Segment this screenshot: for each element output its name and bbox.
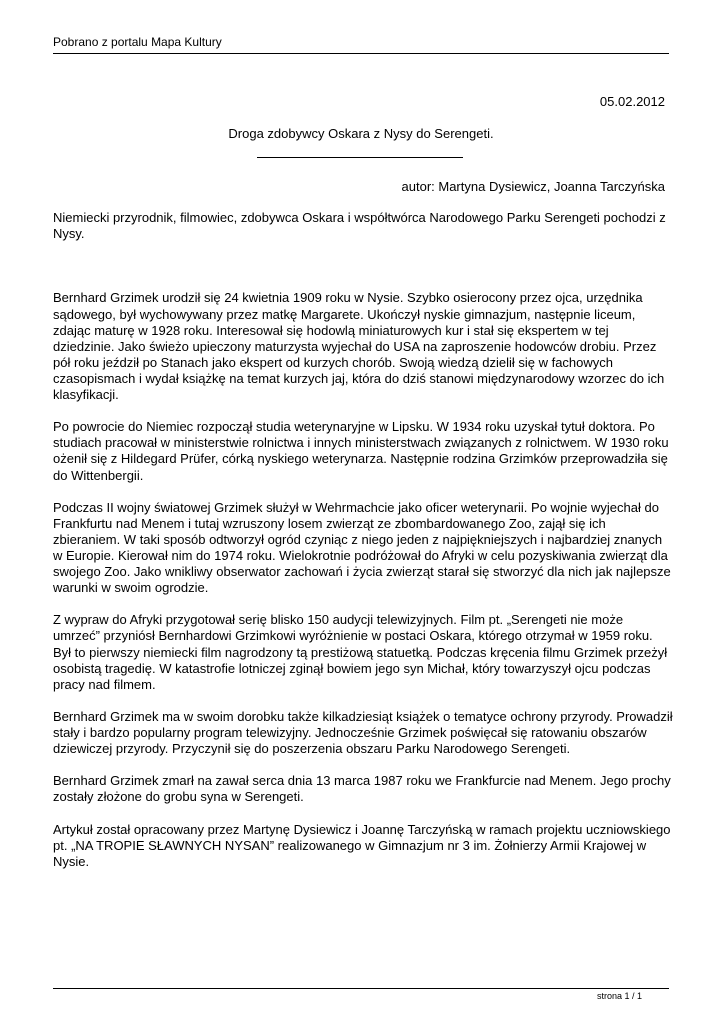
- header-divider: [53, 53, 669, 54]
- page-header-source: Pobrano z portalu Mapa Kultury: [53, 35, 222, 49]
- article-paragraph: Z wypraw do Afryki przygotował serię blisko 150 audycji telewizyjnych. Film pt. „Serengeti nie może umrzeć” przyniósł Bernhardowi Grzimkowi wyróżnienie w postaci Oskara, którego otrzymał w 1959 roku. Był to pierwszy niemiecki film nagrodzony tą prestiżową statuetką. Podczas kręcenia filmu Grzimek przeżył osobistą tragedię. W katastrofie lotniczej zginął bowiem jego syn Michał, który towarzyszył ojcu podczas pracy nad filmem.: [53, 612, 668, 692]
- article-paragraph: Podczas II wojny światowej Grzimek służył w Wehrmachcie jako oficer weterynarii. Po wojnie wyjechał do Frankfurtu nad Menem i tutaj wzruszony losem zwierząt ze zbombardowanego Zoo, zajął się ich zbieraniem. W taki sposób odtworzył ogród czyniąc z niego jeden z najpiękniejszych i najbardziej znanych w Europie. Kierował nim do 1974 roku. Wielokrotnie podróżował do Afryki w celu pozyskiwania zwierząt dla swojego Zoo. Jako wnikliwy obserwator zachowań i życia zwierząt starał się stworzyć dla nich jak najlepsze warunki w swoim ogrodzie.: [53, 499, 671, 596]
- page-number: strona 1 / 1: [596, 991, 642, 1001]
- article-paragraph: Artykuł został opracowany przez Martynę Dysiewicz i Joannę Tarczyńską w ramach projektu uczniowskiego pt. „NA TROPIE SŁAWNYCH NYSAN” realizowanego w Gimnazjum nr 3 im. Żołnierzy Armii Krajowej w Nysie.: [53, 821, 671, 869]
- article-paragraph: Po powrocie do Niemiec rozpoczął studia weterynaryjne w Lipsku. W 1934 roku uzyskał tytuł doktora. Po studiach pracował w ministerstwie rolnictwa i innych ministerstwach związanych z rolnictwem. W 1930 roku ożenił się z Hildegard Prüfer, córką nyskiego weterynarza. Następnie rodzina Grzimków przeprowadziła się do Wittenbergii.: [53, 419, 669, 483]
- article-paragraph: Bernhard Grzimek ma w swoim dorobku także kilkadziesiąt książek o tematyce ochrony przyrody. Prowadził stały i bardzo popularny program telewizyjny. Jednocześnie Grzimek poświęcał się ratowaniu obszarów dziewiczej przyrody. Przyczynił się do poszerzenia obszaru Parku Narodowego Serengeti.: [53, 708, 673, 757]
- article-body: [53, 210, 673, 886]
- title-underline: [257, 157, 463, 158]
- article-title: Droga zdobywcy Oskara z Nysy do Serengeti.: [228, 126, 494, 141]
- footer-divider: [53, 988, 669, 989]
- article-paragraph: Bernhard Grzimek urodził się 24 kwietnia 1909 roku w Nysie. Szybko osierocony przez ojca, urzędnika sądowego, był wychowywany przez matkę Margarete. Ukończył nyskie gimnazjum, następnie liceum, zdając maturę w 1928 roku. Interesował się hodowlą miniaturowych kur i stał się ekspertem w tej dziedzinie. Jako świeżo upieczony maturzysta wyjechał do USA na zaproszenie hodowców drobiu. Przez pół roku jeździł po Stanach jako ekspert od kurzych chorób. Swoją wiedzą dzielił się w fachowych czasopismach i wydał książkę na temat kurzych jaj, która do dziś stanowi międzynarodowy wzorzec do ich klasyfikacji.: [53, 290, 665, 403]
- article-paragraph: Bernhard Grzimek zmarł na zawał serca dnia 13 marca 1987 roku we Frankfurcie nad Menem. Jego prochy zostały złożone do grobu syna w Serengeti.: [53, 773, 671, 805]
- article-authors: autor: Martyna Dysiewicz, Joanna Tarczyńska: [401, 179, 665, 194]
- article-lead: Niemiecki przyrodnik, filmowiec, zdobywca Oskara i współtwórca Narodowego Parku Serengeti pochodzi z Nysy.: [53, 210, 666, 242]
- article-date: 05.02.2012: [599, 94, 665, 109]
